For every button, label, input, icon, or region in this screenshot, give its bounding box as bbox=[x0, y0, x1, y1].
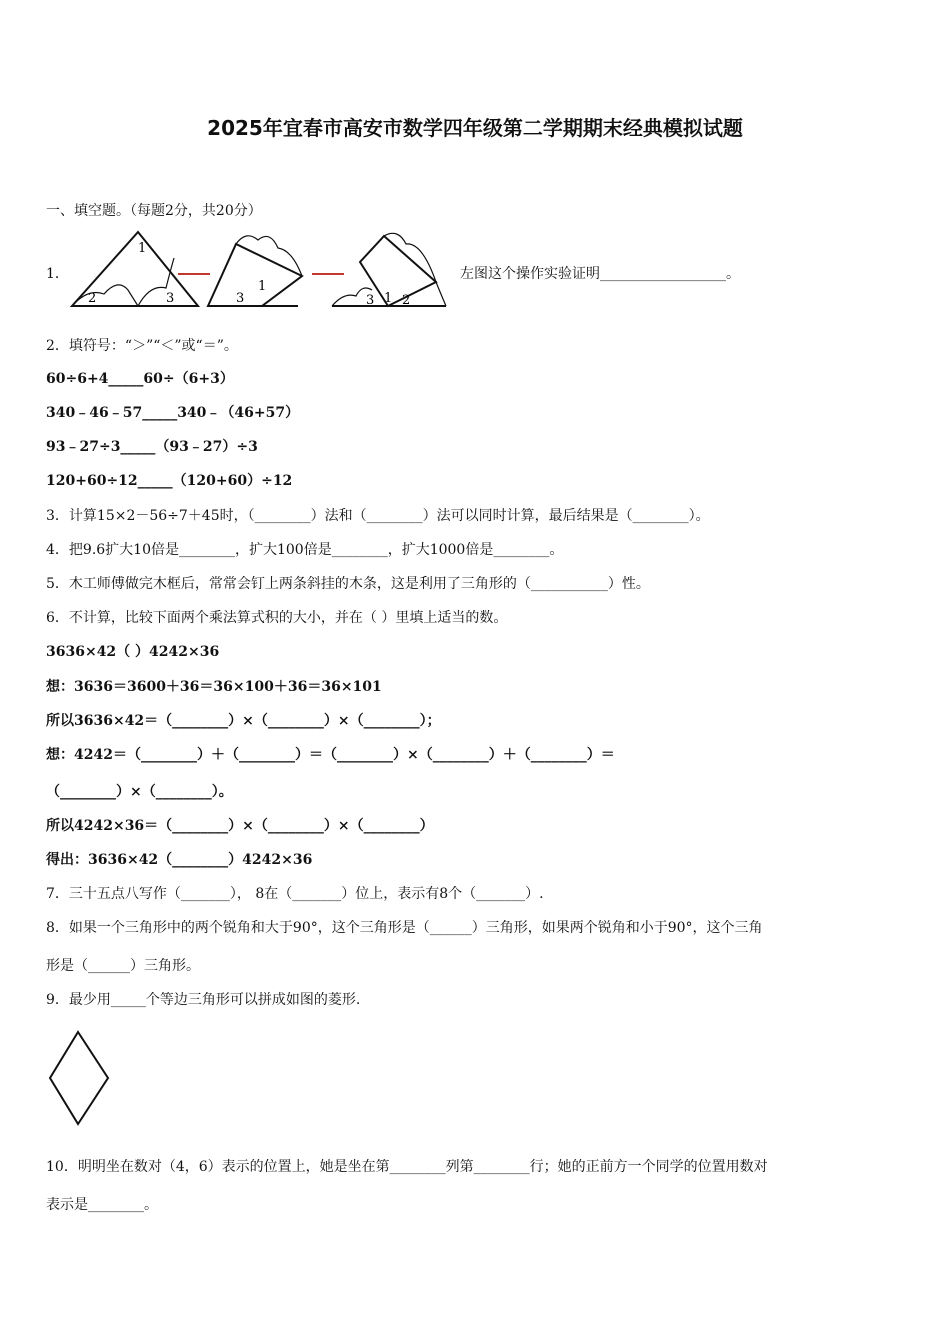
q1-text: 左图这个操作实验证明__________________。 bbox=[460, 266, 740, 282]
q9-text: 9．最少用_____个等边三角形可以拼成如图的菱形. bbox=[46, 992, 361, 1008]
q6-line-7: 得出：3636×42（________）4242×36 bbox=[46, 852, 313, 868]
label-angle-1: 1 bbox=[138, 241, 147, 256]
q6-line-4: 想：4242＝（________）＋（________）＝（________）×（________）＋（________）＝ bbox=[46, 747, 615, 763]
label-angle-3b: 3 bbox=[236, 291, 245, 306]
section-1-heading: 一、填空题。（每题2分，共20分） bbox=[46, 203, 262, 219]
q6-line-1: 3636×42（ ）4242×36 bbox=[46, 644, 220, 660]
q6-line-6: 所以4242×36＝（________）×（________）×（________） bbox=[46, 818, 434, 834]
label-angle-2: 2 bbox=[88, 291, 97, 306]
q2-row-2: 340﹣46﹣57_____340﹣（46+57） bbox=[46, 405, 300, 421]
label-angle-1b: 1 bbox=[258, 279, 267, 294]
label-angle-1c: 1 bbox=[384, 291, 393, 306]
q2-row-4: 120+60÷12_____（120+60）÷12 bbox=[46, 473, 293, 489]
label-angle-3c: 3 bbox=[366, 293, 375, 308]
q1-number: 1． bbox=[46, 266, 69, 282]
q8-line-1: 8．如果一个三角形中的两个锐角和大于90°，这个三角形是（______）三角形，如果两个锐角和小于90°，这个三角 bbox=[46, 920, 763, 936]
q2-row-1: 60÷6+4_____60÷（6+3） bbox=[46, 371, 234, 387]
label-angle-2c: 2 bbox=[402, 293, 411, 308]
q4-text: 4．把9.6扩大10倍是________，扩大100倍是________，扩大1000倍是________。 bbox=[46, 542, 564, 558]
q6-line-3: 所以3636×42＝（________）×（________）×（________）； bbox=[46, 713, 441, 729]
label-angle-3: 3 bbox=[166, 291, 175, 306]
q8-line-2: 形是（______）三角形。 bbox=[46, 958, 200, 974]
q1-triangle-figure bbox=[66, 226, 456, 312]
rhombus-shape bbox=[50, 1032, 108, 1124]
q7-text: 7．三十五点八写作（_______）， 8在（_______）位上，表示有8个（_______）. bbox=[46, 886, 544, 902]
q3-text: 3．计算15×2－56÷7＋45时，（________）法和（________）法可以同时计算，最后结果是（________）。 bbox=[46, 508, 710, 524]
q10-line-1: 10．明明坐在数对（4，6）表示的位置上，她是坐在第________列第________行；她的正前方一个同学的位置用数对 bbox=[46, 1159, 768, 1175]
triangle-rotated bbox=[208, 236, 302, 306]
page-title: 2025年宜春市高安市数学四年级第二学期期末经典模拟试题 bbox=[207, 116, 743, 140]
q2-row-3: 93﹣27÷3_____（93﹣27）÷3 bbox=[46, 439, 258, 455]
q2-heading: 2．填符号：“＞”“＜”或“＝”。 bbox=[46, 338, 238, 354]
q6-heading: 6．不计算，比较下面两个乘法算式积的大小，并在（ ）里填上适当的数。 bbox=[46, 610, 508, 626]
q10-line-2: 表示是________。 bbox=[46, 1197, 158, 1213]
q6-line-5: （________）×（________）。 bbox=[46, 784, 233, 800]
q5-text: 5．木工师傅做完木框后，常常会钉上两条斜挂的木条，这是利用了三角形的（___________）性。 bbox=[46, 576, 650, 592]
rhombus-figure bbox=[46, 1028, 116, 1128]
q6-line-2: 想：3636＝3600＋36＝36×100＋36＝36×101 bbox=[46, 679, 382, 695]
